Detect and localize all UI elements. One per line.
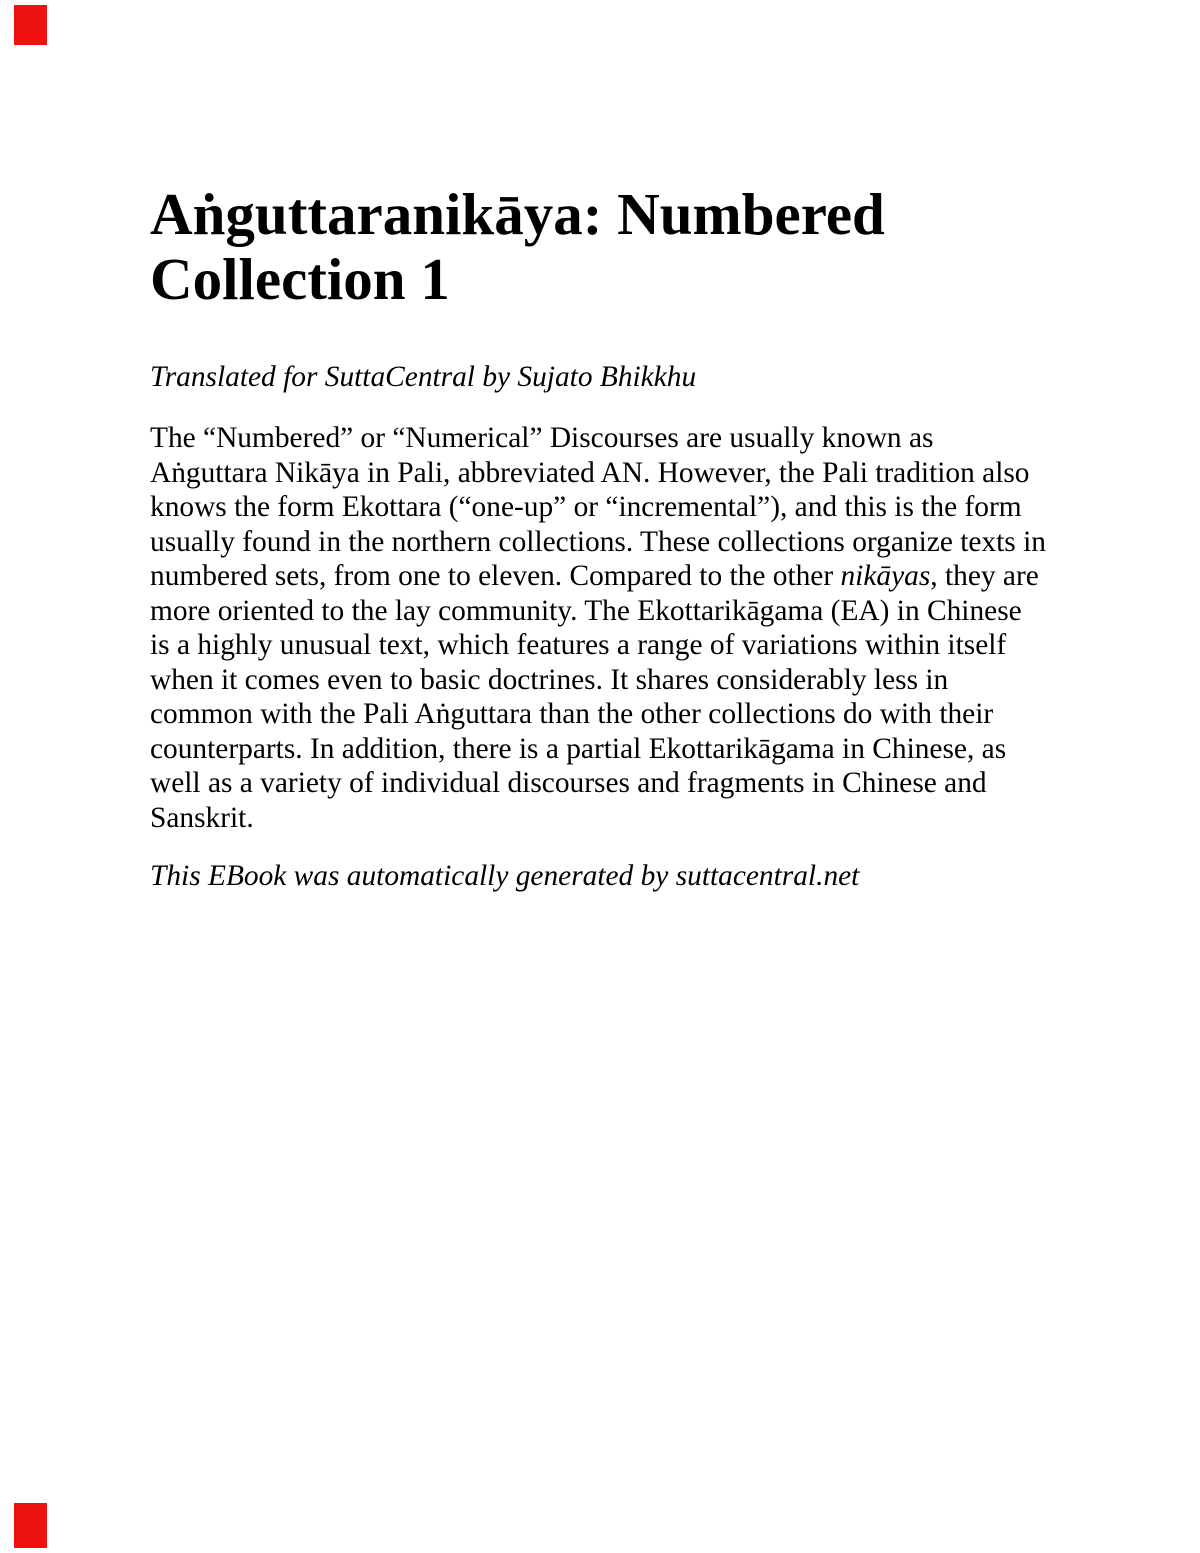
red-corner-marker-bottom [14,1503,47,1548]
red-corner-marker-top [14,5,47,45]
page-content [150,0,1070,894]
page-title: Aṅguttaranikāya: Numbered Collection 1 [150,181,885,312]
body-paragraph: The “Numbered” or “Numerical” Discourses are usually known as Aṅguttara Nikāya in Pali, abbreviated AN. However, the Pali tradition also knows the form Ekottara (“one-up” or “incremental”), and this is the form usually found in the northern collections. These collections organize texts in numbered sets, from one to eleven. Compared to the other nikāyas, they are more oriented to the lay community. The Ekottarikāgama (EA) in Chinese is a highly unusual text, which features a range of variations within itself when it comes even to basic doctrines. It shares considerably less in common with the Pali Aṅguttara than the other collections do with their counterparts. In addition, there is a partial Ekottarikāgama in Chinese, as well as a variety of individual discourses and fragments in Chinese and Sanskrit. [150,422,1046,834]
translator-byline: Translated for SuttaCentral by Sujato Bhikkhu [150,361,697,393]
generator-note: This EBook was automatically generated by suttacentral.net [150,860,860,892]
